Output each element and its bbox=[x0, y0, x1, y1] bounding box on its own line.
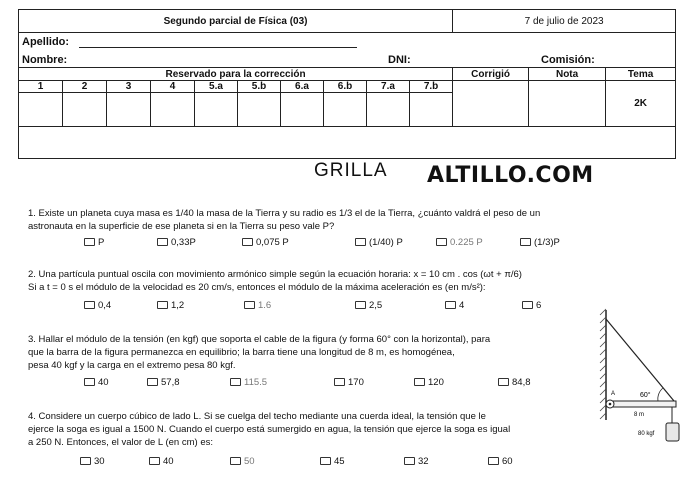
question-text: ejerce la soga es igual a 1500 N. Cuando el cuerpo está sumergido en agua, la tensión que ejerce la soga es igual bbox=[28, 424, 511, 435]
student-info bbox=[19, 33, 676, 68]
option[interactable]: (1/3)P bbox=[520, 237, 560, 248]
angle-arc bbox=[658, 388, 663, 401]
checkbox-icon bbox=[355, 301, 366, 309]
option[interactable]: 60 bbox=[488, 456, 513, 467]
grade-cell[interactable] bbox=[324, 93, 367, 127]
tema-value: 2K bbox=[606, 81, 676, 127]
question-text: 2. Una partícula puntual oscila con movimiento armónico simple según la ecuación horaria: x = 10 cm . cos (ωt + π/6) bbox=[28, 269, 522, 280]
nota-cell[interactable] bbox=[529, 81, 606, 127]
grade-cell[interactable] bbox=[410, 93, 453, 127]
question-text: que la barra de la figura permanezca en equilibrio; la barra tiene una longitud de 8 m, es homogénea, bbox=[28, 347, 455, 358]
checkbox-icon bbox=[80, 457, 91, 465]
checkbox-icon bbox=[230, 378, 241, 386]
col-header: 7.a bbox=[367, 81, 410, 93]
checkbox-icon bbox=[84, 378, 95, 386]
option[interactable]: 120 bbox=[414, 377, 444, 388]
watermark-logo: ALTILLO.COM bbox=[427, 163, 594, 188]
reservado-label: Reservado para la corrección bbox=[19, 68, 453, 81]
grade-cell[interactable] bbox=[195, 93, 238, 127]
exam-date: 7 de julio de 2023 bbox=[453, 10, 676, 33]
question-2 bbox=[28, 268, 668, 294]
dni-label: DNI: bbox=[388, 54, 411, 66]
question-3 bbox=[28, 333, 588, 372]
comision-label: Comisión: bbox=[541, 54, 595, 66]
checkbox-icon bbox=[355, 238, 366, 246]
col-header: 5.a bbox=[195, 81, 238, 93]
checkbox-icon bbox=[244, 301, 255, 309]
apellido-field[interactable] bbox=[79, 47, 357, 48]
col-header: 2 bbox=[63, 81, 107, 93]
corrigio-label: Corrigió bbox=[453, 68, 529, 81]
apellido-label: Apellido: bbox=[22, 36, 70, 48]
question-text: 3. Hallar el módulo de la tensión (en kgf) que soporta el cable de la figura (y forma 60° con la horizontal), para bbox=[28, 334, 491, 345]
checkbox-icon bbox=[488, 457, 499, 465]
grade-cell[interactable] bbox=[19, 93, 63, 127]
option[interactable]: P bbox=[84, 237, 104, 248]
option[interactable]: 30 bbox=[80, 456, 105, 467]
checkbox-icon bbox=[157, 238, 168, 246]
option[interactable]: 0,4 bbox=[84, 300, 111, 311]
col-header: 6.a bbox=[281, 81, 324, 93]
checkbox-icon bbox=[242, 238, 253, 246]
beam-figure bbox=[592, 305, 687, 450]
checkbox-icon bbox=[230, 457, 241, 465]
option[interactable]: 57,8 bbox=[147, 377, 180, 388]
cable-line bbox=[606, 319, 674, 401]
checkbox-icon bbox=[404, 457, 415, 465]
checkbox-icon bbox=[84, 238, 95, 246]
col-header: 6.b bbox=[324, 81, 367, 93]
beam-bar bbox=[608, 401, 676, 407]
option[interactable]: 1.6 bbox=[244, 300, 271, 311]
option[interactable]: 4 bbox=[445, 300, 464, 311]
col-header: 1 bbox=[19, 81, 63, 93]
checkbox-icon bbox=[445, 301, 456, 309]
question-4 bbox=[28, 410, 588, 449]
option[interactable]: 115.5 bbox=[230, 377, 267, 388]
checkbox-icon bbox=[147, 378, 158, 386]
question-text: a 250 N. Entonces, el valor de L (en cm) es: bbox=[28, 437, 213, 448]
point-a-label: A bbox=[611, 391, 616, 397]
grade-cell[interactable] bbox=[367, 93, 410, 127]
option[interactable]: 2,5 bbox=[355, 300, 382, 311]
grilla-text: GRILLA bbox=[314, 160, 388, 181]
col-header: 7.b bbox=[410, 81, 453, 93]
question-text: Si a t = 0 s el módulo de la velocidad es 20 cm/s, entonces el módulo de la máxima aceleración es (en m/s²): bbox=[28, 282, 486, 293]
option[interactable]: 45 bbox=[320, 456, 345, 467]
corrigio-cell[interactable] bbox=[453, 81, 529, 127]
tema-label: Tema bbox=[606, 68, 676, 81]
option[interactable]: 0.225 P bbox=[436, 237, 483, 248]
checkbox-icon bbox=[520, 238, 531, 246]
length-label: 8 m bbox=[634, 412, 645, 418]
checkbox-icon bbox=[498, 378, 509, 386]
checkbox-icon bbox=[157, 301, 168, 309]
question-text: 1. Existe un planeta cuya masa es 1/40 la masa de la Tierra y su radio es 1/3 el de la Tierra, ¿cuánto valdrá el peso de un bbox=[28, 208, 541, 219]
option[interactable]: 0,075 P bbox=[242, 237, 289, 248]
options-q1 bbox=[0, 237, 700, 250]
wall-hatch bbox=[600, 309, 606, 419]
load-block bbox=[666, 423, 679, 441]
grade-cell[interactable] bbox=[238, 93, 281, 127]
question-text: astronauta en la superficie de ese planeta si en la Tierra su peso vale P? bbox=[28, 221, 335, 232]
option[interactable]: 40 bbox=[84, 377, 109, 388]
grade-cell[interactable] bbox=[281, 93, 324, 127]
checkbox-icon bbox=[436, 238, 447, 246]
options-q4 bbox=[0, 456, 700, 469]
checkbox-icon bbox=[334, 378, 345, 386]
col-header: 3 bbox=[107, 81, 151, 93]
option[interactable]: 170 bbox=[334, 377, 364, 388]
checkbox-icon bbox=[320, 457, 331, 465]
option[interactable]: 6 bbox=[522, 300, 541, 311]
option[interactable]: 32 bbox=[404, 456, 429, 467]
option[interactable]: 40 bbox=[149, 456, 174, 467]
grade-cell[interactable] bbox=[107, 93, 151, 127]
question-text: 4. Considere un cuerpo cúbico de lado L. Si se cuelga del techo mediante una cuerda ideal, la tensión que le bbox=[28, 411, 486, 422]
col-header: 4 bbox=[151, 81, 195, 93]
nota-label: Nota bbox=[529, 68, 606, 81]
option[interactable]: 0,33P bbox=[157, 237, 196, 248]
checkbox-icon bbox=[414, 378, 425, 386]
grilla-row bbox=[19, 127, 676, 159]
question-text: pesa 40 kgf y la carga en el extremo pesa 80 kgf. bbox=[28, 360, 236, 371]
option[interactable]: (1/40) P bbox=[355, 237, 403, 248]
grade-cell[interactable] bbox=[63, 93, 107, 127]
angle-label: 60° bbox=[640, 392, 651, 399]
option[interactable]: 50 bbox=[230, 456, 255, 467]
checkbox-icon bbox=[84, 301, 95, 309]
grade-cell[interactable] bbox=[151, 93, 195, 127]
nombre-label: Nombre: bbox=[22, 54, 68, 66]
option[interactable]: 84,8 bbox=[498, 377, 531, 388]
checkbox-icon bbox=[522, 301, 533, 309]
exam-title: Segundo parcial de Física (03) bbox=[19, 10, 453, 33]
col-header: 5.b bbox=[238, 81, 281, 93]
option[interactable]: 1,2 bbox=[157, 300, 184, 311]
question-1 bbox=[28, 207, 628, 233]
load-label: 80 kgf bbox=[638, 431, 655, 437]
checkbox-icon bbox=[149, 457, 160, 465]
